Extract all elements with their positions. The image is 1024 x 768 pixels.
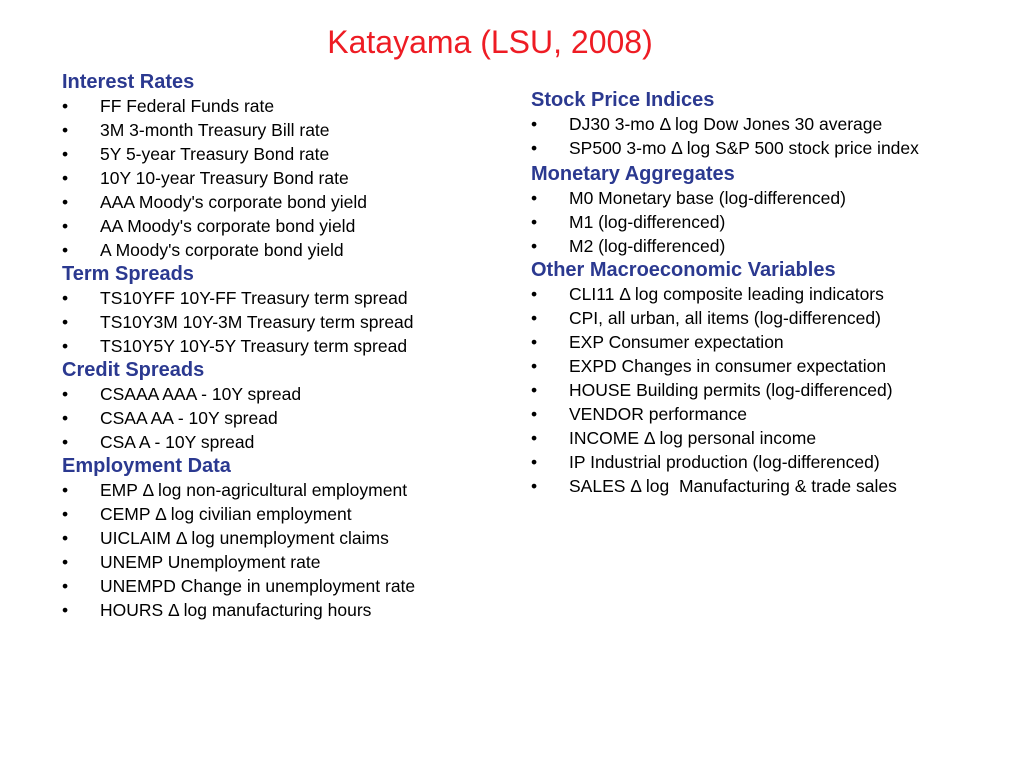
right-column: [531, 88, 971, 498]
bullet-icon: •: [62, 96, 69, 116]
list-item: [62, 334, 502, 358]
list-item: [62, 310, 502, 334]
bullet-icon: •: [531, 188, 538, 208]
list-item: [62, 598, 502, 622]
bullet-list: [531, 186, 971, 258]
bullet-icon: •: [62, 528, 69, 548]
item-text: M2 (log-differenced): [569, 236, 726, 256]
item-text: M1 (log-differenced): [569, 212, 726, 232]
section-monetary-aggregates: [531, 162, 971, 258]
item-text: SALES Δ log Manufacturing & trade sales: [569, 476, 897, 496]
item-text: AA Moody's corporate bond yield: [100, 216, 356, 236]
bullet-icon: •: [62, 600, 69, 620]
bullet-icon: •: [62, 312, 69, 332]
list-item: [531, 354, 971, 378]
bullet-icon: •: [62, 120, 69, 140]
list-item: [62, 214, 502, 238]
bullet-icon: •: [531, 138, 538, 158]
list-item: [62, 142, 502, 166]
section-heading: Employment Data: [62, 455, 231, 477]
bullet-icon: •: [62, 288, 69, 308]
bullet-icon: •: [62, 432, 69, 452]
bullet-icon: •: [62, 576, 69, 596]
bullet-list: [531, 282, 971, 498]
item-text: EXP Consumer expectation: [569, 332, 784, 352]
bullet-icon: •: [62, 144, 69, 164]
item-text: UNEMPD Change in unemployment rate: [100, 576, 416, 596]
bullet-icon: •: [531, 284, 538, 304]
section-heading: Monetary Aggregates: [531, 163, 735, 185]
section-heading: Credit Spreads: [62, 359, 205, 381]
item-text: VENDOR performance: [569, 404, 747, 424]
list-item: [531, 450, 971, 474]
list-item: [531, 282, 971, 306]
item-text: UNEMP Unemployment rate: [100, 552, 321, 572]
bullet-icon: •: [62, 504, 69, 524]
section-term-spreads: [62, 262, 502, 358]
list-item: [62, 286, 502, 310]
bullet-icon: •: [531, 212, 538, 232]
item-text: HOUSE Building permits (log-differenced): [569, 380, 893, 400]
list-item: [531, 378, 971, 402]
item-text: A Moody's corporate bond yield: [100, 240, 344, 260]
bullet-icon: •: [62, 240, 69, 260]
list-item: [62, 382, 502, 406]
bullet-icon: •: [531, 452, 538, 472]
bullet-icon: •: [531, 356, 538, 376]
bullet-icon: •: [62, 552, 69, 572]
bullet-icon: •: [531, 428, 538, 448]
list-item: [531, 210, 971, 234]
item-text: AAA Moody's corporate bond yield: [100, 192, 367, 212]
list-item: [62, 526, 502, 550]
section-heading: Interest Rates: [62, 71, 195, 93]
bullet-icon: •: [62, 408, 69, 428]
bullet-list: [62, 382, 502, 454]
bullet-icon: •: [531, 332, 538, 352]
list-item: [531, 136, 929, 162]
list-item: [531, 474, 971, 498]
list-item: [62, 430, 502, 454]
slide-title: Katayama (LSU, 2008): [327, 24, 653, 60]
item-text: TS10Y5Y 10Y-5Y Treasury term spread: [100, 336, 408, 356]
bullet-icon: •: [62, 480, 69, 500]
bullet-icon: •: [531, 236, 538, 256]
bullet-icon: •: [531, 308, 538, 328]
item-text: FF Federal Funds rate: [100, 96, 275, 116]
bullet-list: [531, 112, 971, 162]
section-heading: Term Spreads: [62, 263, 194, 285]
item-text: EXPD Changes in consumer expectation: [569, 356, 887, 376]
bullet-list: [62, 94, 502, 262]
list-item: [62, 406, 502, 430]
item-text: TS10Y3M 10Y-3M Treasury term spread: [100, 312, 414, 332]
item-text: INCOME Δ log personal income: [569, 428, 817, 448]
section-heading: Other Macroeconomic Variables: [531, 259, 836, 281]
item-text: CPI, all urban, all items (log-differenced): [569, 308, 881, 328]
list-item: [531, 186, 971, 210]
section-interest-rates: [62, 70, 502, 262]
list-item: [62, 238, 502, 262]
item-text: 5Y 5-year Treasury Bond rate: [100, 144, 330, 164]
item-text: CLI11 Δ log composite leading indicators: [569, 284, 884, 304]
bullet-list: [62, 286, 502, 358]
item-text: 3M 3-month Treasury Bill rate: [100, 120, 330, 140]
item-text: M0 Monetary base (log-differenced): [569, 188, 846, 208]
bullet-icon: •: [531, 476, 538, 496]
bullet-icon: •: [531, 404, 538, 424]
list-item: [531, 306, 971, 330]
list-item: [62, 574, 502, 598]
item-text: CSAAA AAA - 10Y spread: [100, 384, 302, 404]
list-item: [62, 478, 502, 502]
bullet-icon: •: [62, 192, 69, 212]
item-text: CSA A - 10Y spread: [100, 432, 255, 452]
item-text: DJ30 3-mo Δ log Dow Jones 30 average: [569, 114, 883, 134]
list-item: [62, 190, 502, 214]
item-text: TS10YFF 10Y-FF Treasury term spread: [100, 288, 408, 308]
item-text: UICLAIM Δ log unemployment claims: [100, 528, 389, 548]
item-text: CSAA AA - 10Y spread: [100, 408, 278, 428]
section-employment-data: [62, 454, 502, 622]
list-item: [62, 166, 502, 190]
item-text: HOURS Δ log manufacturing hours: [100, 600, 372, 620]
list-item: [531, 426, 971, 450]
section-heading: Stock Price Indices: [531, 89, 715, 111]
bullet-list: [62, 478, 502, 622]
item-text: EMP Δ log non-agricultural employment: [100, 480, 408, 500]
section-credit-spreads: [62, 358, 502, 454]
section-other-macroeconomic-variables: [531, 258, 971, 498]
list-item: [62, 118, 502, 142]
bullet-icon: •: [62, 168, 69, 188]
list-item: [531, 234, 971, 258]
section-stock-price-indices: [531, 88, 971, 162]
item-text: IP Industrial production (log-differenced): [569, 452, 880, 472]
bullet-icon: •: [62, 336, 69, 356]
list-item: [531, 402, 971, 426]
bullet-icon: •: [62, 216, 69, 236]
list-item: [531, 330, 971, 354]
item-text: SP500 3-mo Δ log S&P 500 stock price index: [569, 138, 919, 158]
bullet-icon: •: [62, 384, 69, 404]
item-text: 10Y 10-year Treasury Bond rate: [100, 168, 349, 188]
left-column: [62, 70, 502, 622]
bullet-icon: •: [531, 114, 538, 134]
list-item: [531, 112, 971, 136]
bullet-icon: •: [531, 380, 538, 400]
item-text: CEMP Δ log civilian employment: [100, 504, 352, 524]
list-item: [62, 94, 502, 118]
list-item: [62, 502, 502, 526]
list-item: [62, 550, 502, 574]
